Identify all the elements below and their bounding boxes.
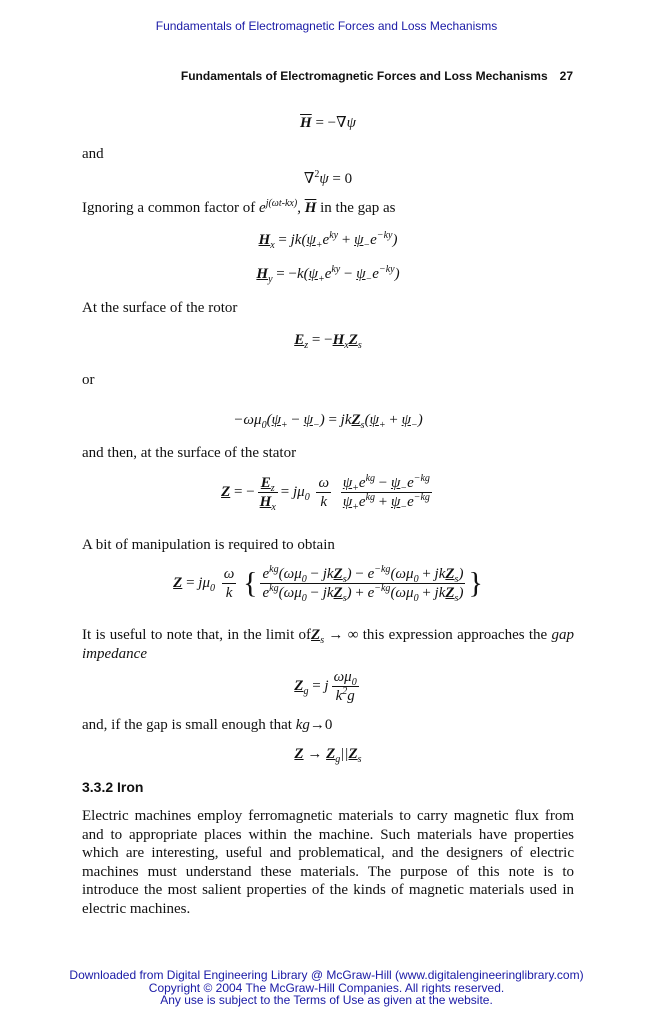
footer-copyright: Copyright © 2004 The McGraw-Hill Companies. All rights reserved. [148, 980, 505, 995]
footer [0, 969, 653, 1007]
text-and-1: and [82, 146, 104, 162]
text-or: or [82, 372, 95, 388]
top-title-link[interactable]: Fundamentals of Electromagnetic Forces and Loss Mechanisms [155, 19, 498, 33]
running-header [150, 69, 573, 83]
section-heading: 3.3.2 Iron [82, 779, 144, 795]
limit-the: the [528, 627, 548, 643]
running-title: Fundamentals of Electromagnetic Forces and Loss Mechanisms [180, 69, 548, 83]
limit-suffix: this expression approaches [362, 627, 525, 643]
equation-laplace: ∇$^2$ψ = 0 [303, 169, 353, 187]
small-gap-text: and, if the gap is small enough that [82, 717, 292, 733]
equation-z-limit: $Z \to Z_g||Z_s$ [294, 746, 362, 765]
equation-hx: $H_x = jk(\psi_+e^{ky} + \psi_-e^{-ky})$ [258, 230, 398, 251]
paragraph-limit: It is useful to note that, in the limit ofZ$_s$ → ∞ this expression approaches the gap impedance [82, 627, 574, 662]
page-number: 27 [559, 69, 573, 83]
footer-download-link[interactable]: Downloaded from Digital Engineering Library @ McGraw-Hill (www.digitalengineeringlibrary.com) [69, 968, 584, 982]
text-manipulation: A bit of manipulation is required to obtain [82, 537, 335, 553]
footer-terms: Any use is subject to the Terms of Use as given at the website. [160, 993, 493, 1007]
equation-zg: $Z_g = j$ $\frac{\omega\mu_0}{k^2g}$ [294, 669, 357, 704]
text-stator-surface: and then, at the surface of the stator [82, 445, 297, 461]
equation-z-ratio: Z = − $\frac{E_z}{H_x}$ = $j\mu_0$ $\frac{\omega}{k}$ $\frac{\psi_+e^{kg} - \psi_-e^{-kg}}{\psi_+e^{kg} + \psi_-e^{-kg}}$ [221, 473, 430, 513]
text-rotor-surface: At the surface of the rotor [82, 300, 238, 316]
equation-hy: $H_y = -k(\psi_+e^{ky} - \psi_-e^{-ky})$ [256, 264, 400, 285]
gap-impedance-term: gap impedance [82, 627, 574, 662]
equation-z-full: $Z = j\mu_0$ $\frac{\omega}{k}$ { $\frac{e^{kg}(\omega\mu_0 - jkZ_s) - e^{-kg}(\omega\mu_0 + jkZ_s)}{e^{kg}(\omega\mu_0 - jkZ_s) + e^{-kg}(\omega\mu_0 + jkZ_s)}$ } [173, 564, 483, 604]
limit-prefix: It is useful to note that, in the limit of [82, 627, 312, 643]
equation-boundary: $-\omega\mu_0(\psi_+ - \psi_-) = jkZ_s(\psi_+ + \psi_-)$ [233, 412, 423, 431]
equation-h-gradient: $\overline{H} = -\nabla\psi$ [300, 115, 356, 131]
equation-ez: $E_z = -H_xZ_s$ [294, 332, 362, 351]
ignoring-suffix: in the gap as [320, 200, 396, 216]
paragraph-ignoring: Ignoring a common factor of $e^{j(\omega t-kx)}$, $\overline{H}$ in the gap as [82, 198, 396, 216]
section-body: Electric machines employ ferromagnetic materials to carry magnetic flux from and to appropriate places within the machine. Such materials have properties which are interesting, useful and problematical, and the designers of electric machines must understand these materials. The purpose of this note is to introduce the most salient properties of the kinds of magnetic materials used in electric machines. [82, 808, 574, 917]
ignoring-prefix: Ignoring a common factor of [82, 200, 256, 216]
paragraph-small-gap: and, if the gap is small enough that kg→0 [82, 717, 333, 733]
